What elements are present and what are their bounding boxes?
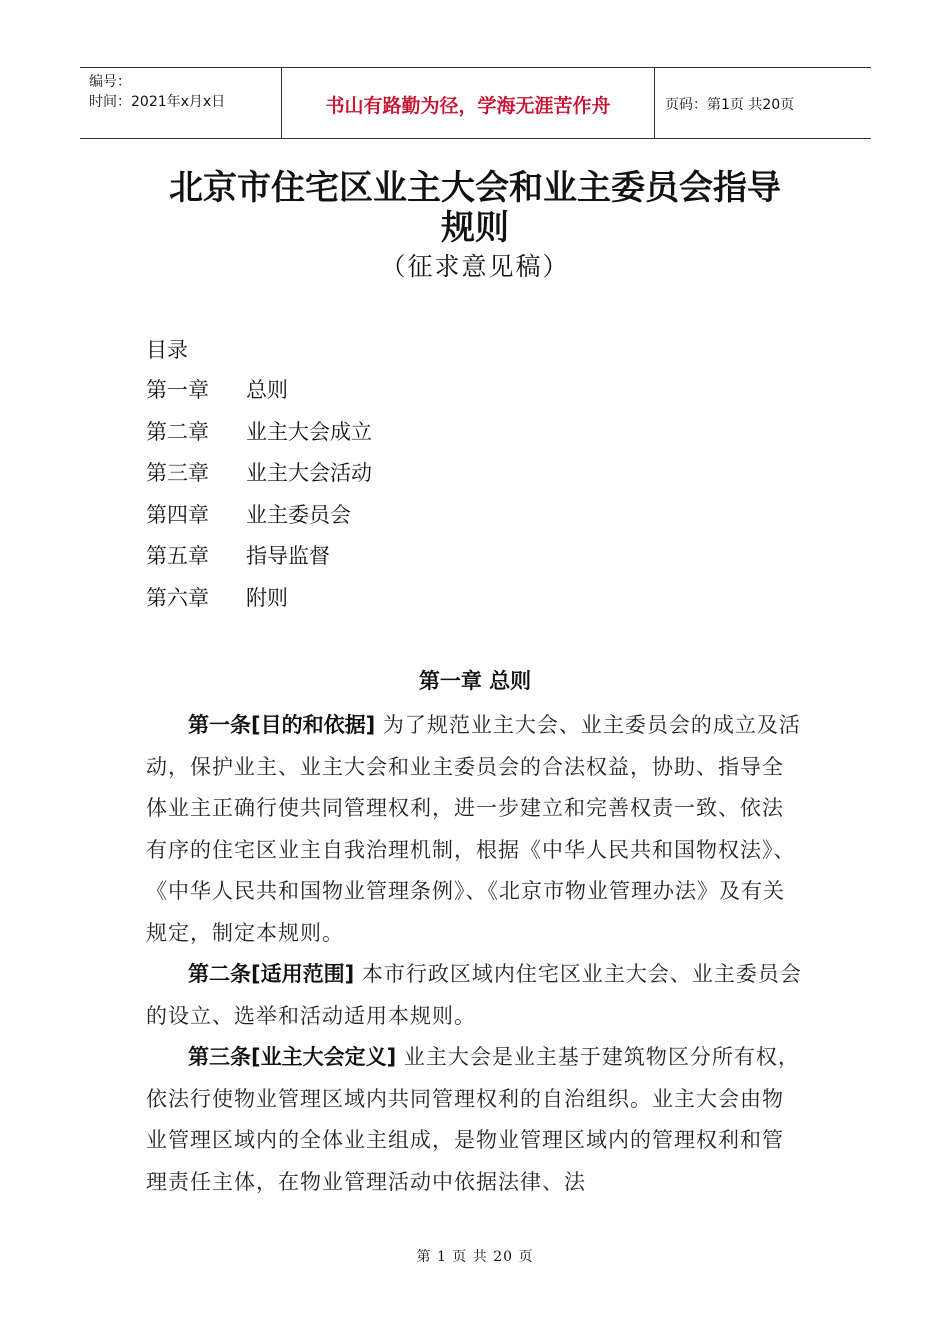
toc-item bbox=[146, 582, 372, 624]
toc-chapter-name: 总则 bbox=[246, 378, 288, 402]
article-text: 业主大会是业主基于建筑物区分所有权，依法行使物业管理区域内共同管理权利的自治组织。业主大会由物业管理区域内的全体业主组成，是物业管理区域内的管理权利和管理责任主体，在物业管理活动中依据法律、法 bbox=[146, 1045, 800, 1194]
toc-chapter-number: 第五章 bbox=[146, 544, 209, 568]
toc-chapter-name: 业主委员会 bbox=[246, 502, 351, 527]
document-title-line-1: 北京市住宅区业主大会和业主委员会指导 bbox=[169, 168, 781, 208]
header-meta bbox=[89, 72, 225, 112]
document-header bbox=[80, 67, 871, 139]
article-label: 第三条[业主大会定义] bbox=[188, 1045, 397, 1069]
header-divider bbox=[654, 68, 655, 138]
header-motto: 书山有路勤为径，学海无涯苦作舟 bbox=[325, 95, 611, 117]
toc-item bbox=[146, 457, 372, 499]
article-paragraph bbox=[146, 705, 802, 954]
toc-chapter-number: 第二章 bbox=[146, 419, 209, 444]
article-label: 第二条[适用范围] bbox=[188, 962, 355, 986]
toc-chapter-name: 附则 bbox=[246, 585, 288, 610]
document-subtitle: （征求意见稿） bbox=[380, 252, 570, 281]
article-label: 第一条[目的和依据] bbox=[188, 713, 376, 737]
toc-chapter-name: 指导监督 bbox=[246, 544, 330, 568]
toc-chapter-number: 第四章 bbox=[146, 502, 209, 527]
toc-chapter-number: 第三章 bbox=[146, 461, 209, 485]
toc-chapter-number: 第六章 bbox=[146, 585, 209, 610]
table-of-contents bbox=[146, 374, 372, 623]
page-footer: 第 1 页 共 20 页 bbox=[416, 1249, 534, 1265]
chapter-heading: 第一章 总则 bbox=[418, 669, 532, 693]
article-paragraph bbox=[146, 1037, 802, 1203]
toc-item bbox=[146, 374, 372, 416]
header-page-info: 页码：第1页 共20页 bbox=[665, 97, 795, 113]
toc-item bbox=[146, 499, 372, 541]
article-text: 本市行政区域内住宅区业主大会、业主委员会的设立、选举和活动适用本规则。 bbox=[146, 962, 802, 1028]
toc-chapter-name: 业主大会活动 bbox=[246, 461, 372, 485]
article-paragraph bbox=[146, 954, 802, 1037]
toc-chapter-number: 第一章 bbox=[146, 378, 209, 402]
toc-heading: 目录 bbox=[146, 338, 188, 362]
toc-chapter-name: 业主大会成立 bbox=[246, 419, 372, 444]
time-label: 时间：2021年x月x日 bbox=[89, 94, 226, 110]
toc-item bbox=[146, 416, 372, 458]
toc-item bbox=[146, 540, 372, 582]
number-label: 编号： bbox=[89, 74, 131, 90]
document-title-line-2: 规则 bbox=[441, 208, 509, 248]
chapter-body bbox=[146, 705, 802, 1203]
article-text: 为了规范业主大会、业主委员会的成立及活动，保护业主、业主大会和业主委员会的合法权益，协助、指导全体业主正确行使共同管理权利，进一步建立和完善权责一致、依法有序的住宅区业主自我治理机制，根据《中华人民共和国物权法》、《中华人民共和国物业管理条例》、《北京市物业管理办法》及有关规定，制定本规则。 bbox=[146, 713, 801, 945]
